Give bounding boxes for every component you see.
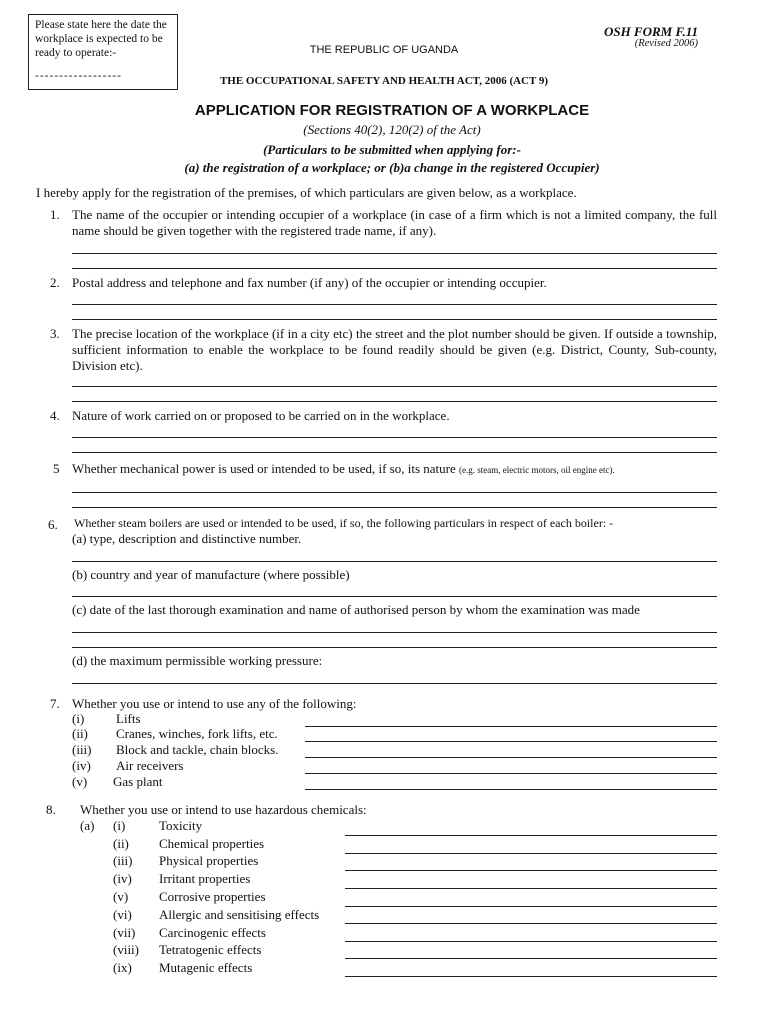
q7-number: 7. — [50, 696, 60, 711]
q1-text: The name of the occupier or intending occupier of a workplace (in case of a firm which is not a limited company, the full name should be given together with the registered trade name, if any). — [72, 207, 717, 238]
q6-b-answer-line[interactable] — [72, 596, 717, 597]
sections-reference: (Sections 40(2), 120(2) of the Act) — [303, 122, 481, 137]
intro-statement: I hereby apply for the registration of the premises, of which particulars are given below, as a workplace. — [36, 185, 577, 200]
q8-item-label: Toxicity — [159, 818, 203, 833]
q8-item-answer-line[interactable] — [345, 941, 717, 942]
q7-item-label: Lifts — [116, 711, 141, 726]
q5-text: Whether mechanical power is used or intended to be used, if so, its nature — [72, 461, 456, 476]
date-box-dashes: ------------------ — [35, 70, 122, 82]
q6-c-answer-line-2[interactable] — [72, 647, 717, 648]
q7-item-answer-line[interactable] — [305, 757, 717, 758]
q5-example: (e.g. steam, electric motors, oil engine etc). — [459, 465, 615, 475]
q3-number: 3. — [50, 326, 60, 341]
q3-answer-line-1[interactable] — [72, 386, 717, 387]
q8-a-label: (a) — [80, 818, 95, 833]
q7-item-label: Gas plant — [113, 774, 163, 789]
q6-a-answer-line[interactable] — [72, 561, 717, 562]
q8-item-answer-line[interactable] — [345, 923, 717, 924]
act-heading: THE OCCUPATIONAL SAFETY AND HEALTH ACT, 2006 (ACT 9) — [219, 75, 549, 87]
q7-item-answer-line[interactable] — [305, 789, 717, 790]
q2-text: Postal address and telephone and fax number (if any) of the occupier or intending occupier. — [72, 275, 547, 290]
q8-item-number: (iii) — [113, 853, 133, 868]
q6-a: (a) type, description and distinctive number. — [72, 531, 302, 546]
q1-answer-line-1[interactable] — [72, 253, 717, 254]
q6-c: (c) date of the last thorough examination and name of authorised person by whom the examination was made — [72, 602, 640, 617]
q7-item-number: (ii) — [72, 726, 88, 741]
q1-number: 1. — [50, 207, 60, 222]
q8-item-number: (ix) — [113, 960, 132, 975]
q7-item-answer-line[interactable] — [305, 741, 717, 742]
q8-item-label: Irritant properties — [159, 871, 251, 886]
q7-item-answer-line[interactable] — [305, 726, 717, 727]
q4-text: Nature of work carried on or proposed to be carried on in the workplace. — [72, 408, 450, 423]
q6-d: (d) the maximum permissible working pressure: — [72, 653, 323, 668]
q8-item-number: (vi) — [113, 907, 132, 922]
revised-note: (Revised 2006) — [634, 38, 698, 49]
q6-d-answer-line[interactable] — [72, 683, 717, 684]
particulars-subheading: (a) the registration of a workplace; or (b)a change in the registered Occupier) — [184, 160, 600, 175]
particulars-heading: (Particulars to be submitted when applying for:- — [263, 142, 521, 157]
q7-item-label: Block and tackle, chain blocks. — [116, 742, 279, 757]
q4-answer-line-1[interactable] — [72, 437, 717, 438]
form-number: OSH FORM F.11 — [603, 24, 698, 39]
q8-item-number: (vii) — [113, 925, 136, 940]
q8-item-number: (iv) — [113, 871, 132, 886]
q5-answer-line-2[interactable] — [72, 507, 717, 508]
q8-item-answer-line[interactable] — [345, 976, 717, 977]
q7-item-number: (iv) — [72, 758, 91, 773]
q8-text: Whether you use or intend to use hazardous chemicals: — [80, 802, 367, 817]
q8-item-label: Chemical properties — [159, 836, 265, 851]
q8-item-label: Physical properties — [159, 853, 259, 868]
q7-item-number: (v) — [72, 774, 88, 789]
q3-text: The precise location of the workplace (if in a city etc) the street and the plot number should be given. If outside a township, sufficient information to enable the workplace to be found readily should be given (e.g. District, County, Sub-county, Division etc). — [72, 326, 717, 373]
form-title: APPLICATION FOR REGISTRATION OF A WORKPLACE — [194, 102, 590, 119]
q8-item-number: (v) — [113, 889, 129, 904]
q3-answer-line-2[interactable] — [72, 401, 717, 402]
q6-c-answer-line-1[interactable] — [72, 632, 717, 633]
q5-line — [72, 461, 717, 478]
q8-item-number: (ii) — [113, 836, 129, 851]
q8-item-answer-line[interactable] — [345, 835, 717, 836]
q6-number: 6. — [48, 517, 58, 532]
q2-number: 2. — [50, 275, 60, 290]
q7-item-number: (i) — [72, 711, 85, 726]
date-box-text: Please state here the date the workplace is expected to be ready to operate:- — [35, 19, 167, 59]
q8-item-number: (i) — [113, 818, 126, 833]
q7-item-label: Cranes, winches, fork lifts, etc. — [116, 726, 278, 741]
q6-b: (b) country and year of manufacture (where possible) — [72, 567, 350, 582]
q8-item-label: Mutagenic effects — [159, 960, 253, 975]
q7-item-number: (iii) — [72, 742, 92, 757]
q1-answer-line-2[interactable] — [72, 268, 717, 269]
q7-item-answer-line[interactable] — [305, 773, 717, 774]
q8-item-number: (viii) — [113, 942, 139, 957]
q2-answer-line-1[interactable] — [72, 304, 717, 305]
q8-item-answer-line[interactable] — [345, 958, 717, 959]
q5-number: 5 — [53, 461, 60, 476]
q6-text: Whether steam boilers are used or intended to be used, if so, the following particulars in respect of each boiler: - — [74, 516, 614, 530]
q8-item-answer-line[interactable] — [345, 853, 717, 854]
q4-number: 4. — [50, 408, 60, 423]
q8-item-label: Tetratogenic effects — [159, 942, 262, 957]
q7-item-label: Air receivers — [116, 758, 184, 773]
q7-text: Whether you use or intend to use any of the following: — [72, 696, 357, 711]
q8-item-answer-line[interactable] — [345, 906, 717, 907]
q8-item-answer-line[interactable] — [345, 870, 717, 871]
q8-item-answer-line[interactable] — [345, 888, 717, 889]
q8-item-label: Carcinogenic effects — [159, 925, 266, 940]
republic-heading: THE REPUBLIC OF UGANDA — [309, 44, 459, 56]
q2-answer-line-2[interactable] — [72, 319, 717, 320]
q8-item-label: Allergic and sensitising effects — [159, 907, 320, 922]
q8-number: 8. — [46, 802, 56, 817]
q8-item-label: Corrosive properties — [159, 889, 266, 904]
q4-answer-line-2[interactable] — [72, 452, 717, 453]
q5-answer-line-1[interactable] — [72, 492, 717, 493]
